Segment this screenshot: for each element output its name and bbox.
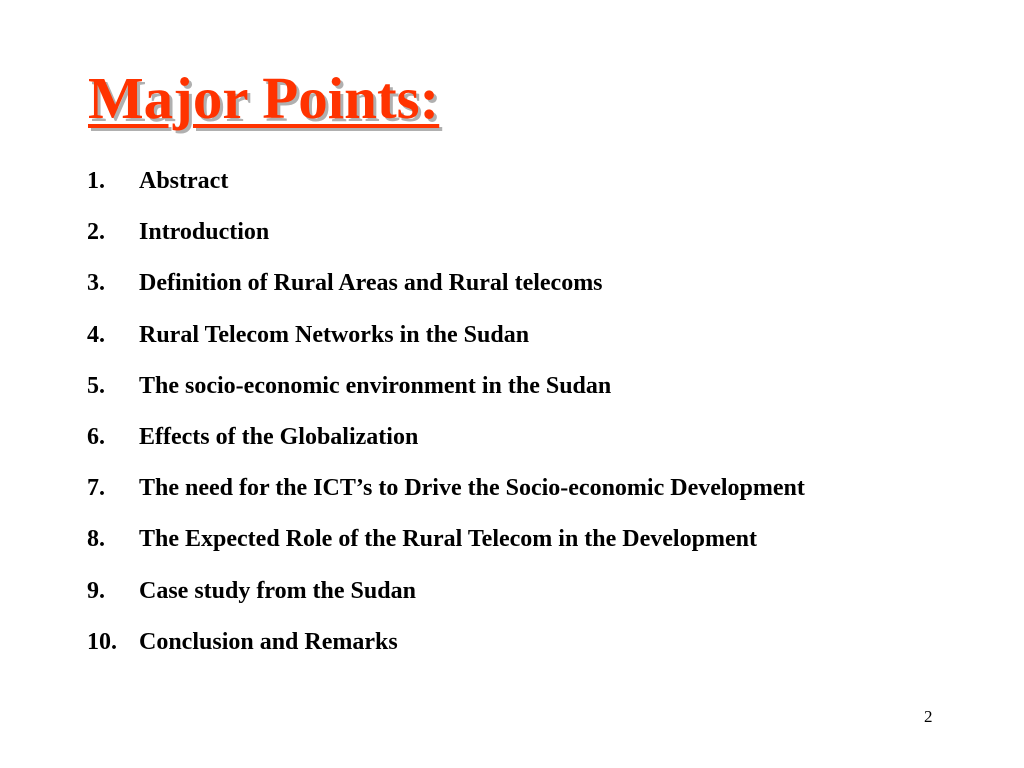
list-item-text: Effects of the Globalization xyxy=(139,423,419,450)
list-item-number: 4. xyxy=(87,321,105,348)
list-item xyxy=(87,526,805,577)
list-item xyxy=(87,629,805,680)
list-item-number: 8. xyxy=(87,526,105,553)
major-points-list xyxy=(87,168,805,680)
list-item-number: 3. xyxy=(87,270,105,297)
list-item-text: Abstract xyxy=(139,168,229,194)
list-item xyxy=(87,373,805,424)
list-item-text: Conclusion and Remarks xyxy=(139,628,398,655)
list-item-number: 7. xyxy=(87,475,105,502)
list-item xyxy=(87,270,805,321)
list-item-number: 9. xyxy=(87,577,105,604)
list-item-text: Rural Telecom Networks in the Sudan xyxy=(139,321,530,348)
list-item-text: Case study from the Sudan xyxy=(139,577,416,604)
list-item xyxy=(87,322,805,373)
list-item-text: Definition of Rural Areas and Rural telecoms xyxy=(139,270,603,297)
list-item xyxy=(87,219,805,270)
list-item-number: 5. xyxy=(87,372,105,399)
list-item-text: The Expected Role of the Rural Telecom in the Development xyxy=(139,526,757,553)
list-item-number: 6. xyxy=(87,423,105,450)
list-item xyxy=(87,424,805,475)
page-number: 2 xyxy=(924,707,933,726)
list-item xyxy=(87,578,805,629)
slide-title: Major Points: xyxy=(88,65,440,131)
list-item xyxy=(87,475,805,526)
list-item-text: The socio-economic environment in the Sudan xyxy=(139,372,612,399)
list-item-number: 1. xyxy=(87,168,105,194)
list-item-text: Introduction xyxy=(139,219,270,246)
list-item-text: The need for the ICT’s to Drive the Socio-economic Development xyxy=(139,475,805,502)
list-item-number: 2. xyxy=(87,219,105,246)
list-item xyxy=(87,168,805,219)
list-item-number: 10. xyxy=(87,628,117,655)
